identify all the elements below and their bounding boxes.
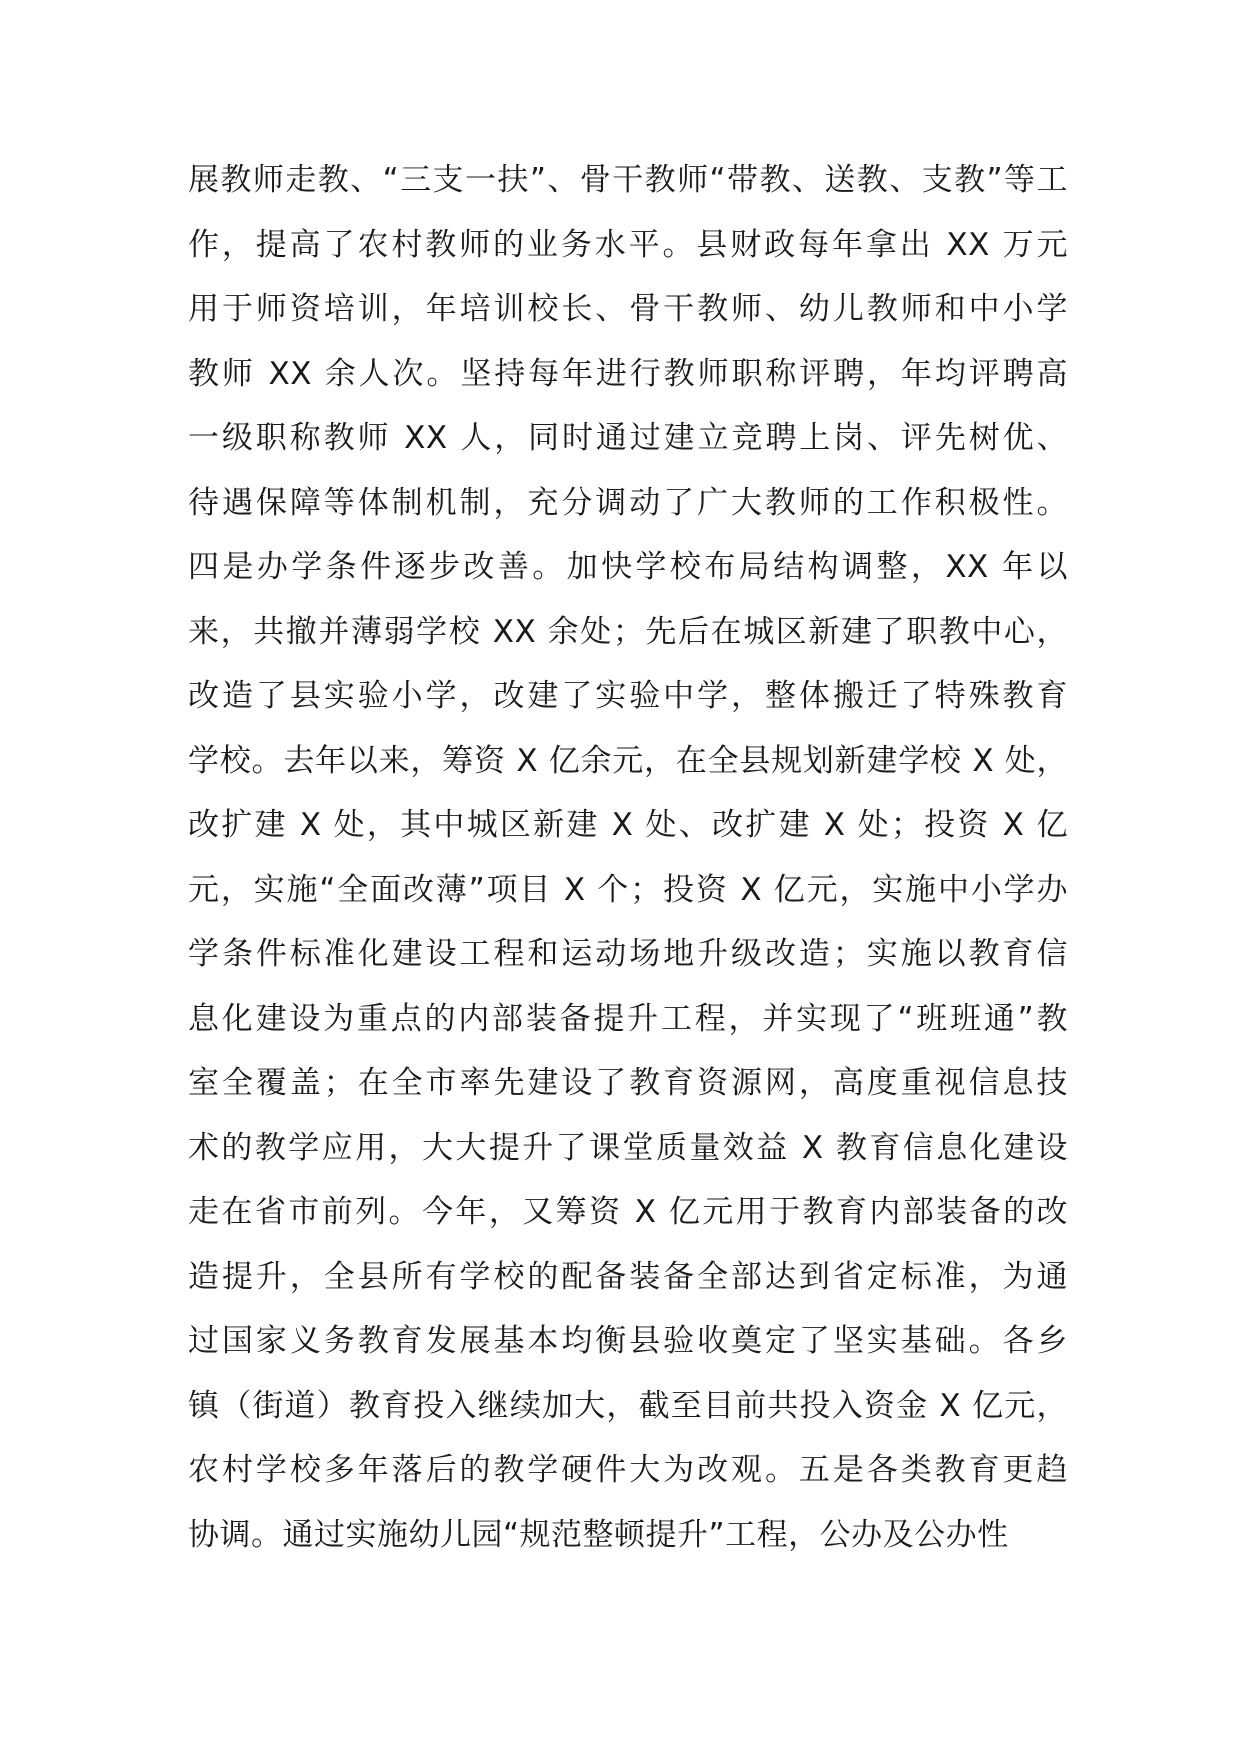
text-line: 元，实施“全面改薄”项目 X 个；投资 X 亿元，实施中小学办 bbox=[188, 871, 1068, 908]
text-line: 作，提高了农村教师的业务水平。县财政每年拿出 XX 万元 bbox=[188, 226, 1068, 263]
text-line: 展教师走教、“三支一扶”、骨干教师“带教、送教、支教”等工 bbox=[188, 162, 1068, 198]
text-line: 镇（街道）教育投入继续加大，截至目前共投入资金 X 亿元， bbox=[188, 1387, 1068, 1424]
text-line: 室全覆盖；在全市率先建设了教育资源网，高度重视信息技 bbox=[188, 1065, 1068, 1101]
text-line: 学条件标准化建设工程和运动场地升级改造；实施以教育信 bbox=[188, 936, 1068, 972]
text-line: 改扩建 X 处，其中城区新建 X 处、改扩建 X 处；投资 X 亿 bbox=[188, 807, 1068, 843]
text-line: 四是办学条件逐步改善。加快学校布局结构调整，XX 年以 bbox=[188, 549, 1068, 585]
text-line: 过国家义务教育发展基本均衡县验收奠定了坚实基础。各乡 bbox=[188, 1323, 1068, 1359]
text-line: 学校。去年以来，筹资 X 亿余元，在全县规划新建学校 X 处， bbox=[188, 742, 1068, 779]
text-line: 走在省市前列。今年，又筹资 X 亿元用于教育内部装备的改 bbox=[188, 1194, 1068, 1230]
text-line: 一级职称教师 XX 人，同时通过建立竞聘上岗、评先树优、 bbox=[188, 420, 1068, 456]
text-line: 教师 XX 余人次。坚持每年进行教师职称评聘，年均评聘高 bbox=[188, 355, 1068, 392]
text-line: 息化建设为重点的内部装备提升工程，并实现了“班班通”教 bbox=[188, 1000, 1068, 1037]
text-line: 农村学校多年落后的教学硬件大为改观。五是各类教育更趋 bbox=[188, 1452, 1068, 1488]
text-line: 造提升，全县所有学校的配备装备全部达到省定标准，为通 bbox=[188, 1258, 1068, 1295]
text-line: 改造了县实验小学，改建了实验中学，整体搬迁了特殊教育 bbox=[188, 678, 1068, 714]
text-line: 术的教学应用，大大提升了课堂质量效益 X 教育信息化建设 bbox=[188, 1129, 1068, 1166]
text-line: 来，共撤并薄弱学校 XX 余处；先后在城区新建了职教中心， bbox=[188, 613, 1068, 650]
body-text bbox=[188, 148, 1068, 1567]
text-line: 用于师资培训，年培训校长、骨干教师、幼儿教师和中小学 bbox=[188, 291, 1068, 327]
text-line: 待遇保障等体制机制，充分调动了广大教师的工作积极性。 bbox=[188, 484, 1068, 521]
text-line: 协调。通过实施幼儿园“规范整顿提升”工程，公办及公办性 bbox=[188, 1516, 1009, 1553]
